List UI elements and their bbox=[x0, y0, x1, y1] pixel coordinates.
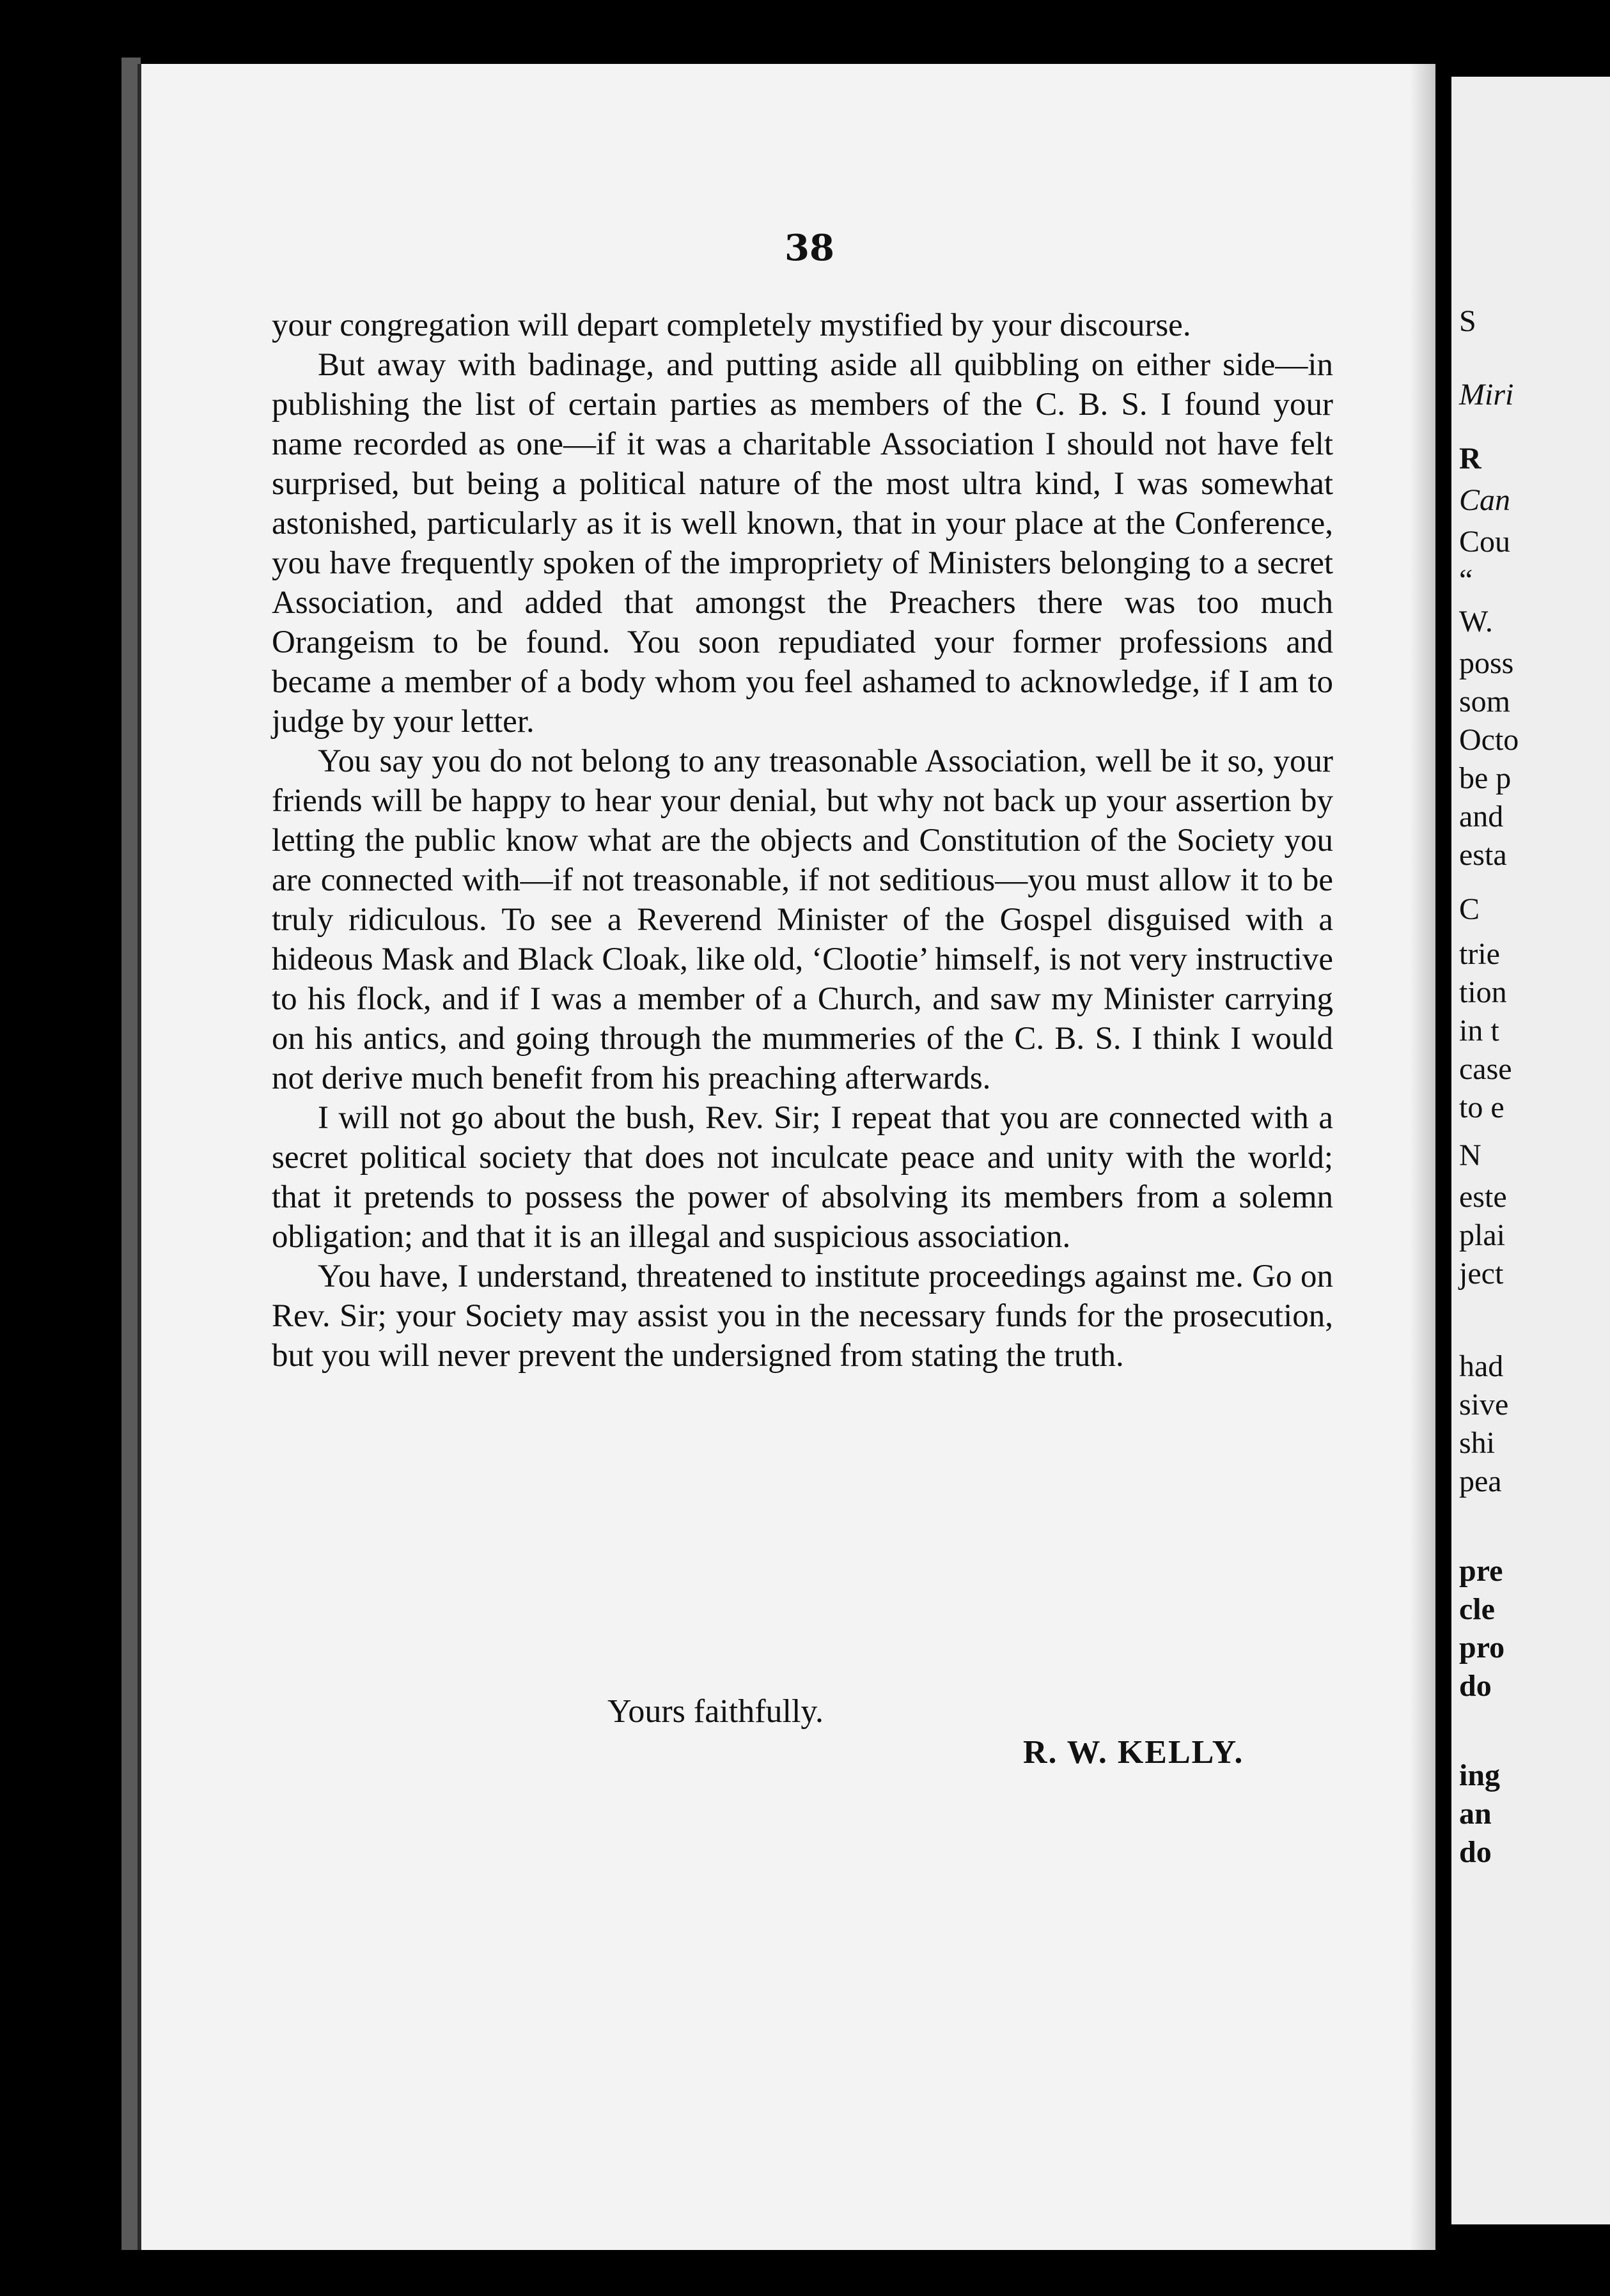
paragraph-1: your congregation will depart completely mystified by your discourse. bbox=[272, 307, 1191, 343]
letter-body bbox=[272, 306, 1333, 1376]
right-fragment: este bbox=[1459, 1180, 1507, 1214]
right-fragment: sive bbox=[1459, 1388, 1509, 1422]
right-fragment: case bbox=[1459, 1052, 1512, 1086]
right-fragment: cle bbox=[1459, 1592, 1495, 1626]
paragraph-2: But away with badinage, and putting aside all quibbling on either side—in publishing the list of certain parties as members of the C. B. S. I found your name recorded as one—if it was a charitable Association I should not have felt surprised, but being a political nature of the most ultra kind, I was somewhat astonished, particularly as it is well known, that in your place at the Conference, you have frequently spoken of the impropriety of Ministers belonging to a secret Association, and added that amongst the Preachers there was too much Orangeism to be found. You soon repudiated your former professions and became a member of a body whom you feel ashamed to acknowledge, if I am to judge by your letter. bbox=[272, 347, 1333, 740]
right-fragment: do bbox=[1459, 1669, 1492, 1703]
right-fragment: do bbox=[1459, 1835, 1492, 1869]
right-fragment: Miri bbox=[1459, 378, 1514, 412]
right-fragment: shi bbox=[1459, 1426, 1496, 1460]
right-page bbox=[1451, 77, 1610, 2224]
right-fragment: had bbox=[1459, 1349, 1504, 1383]
right-fragment: ject bbox=[1459, 1257, 1504, 1291]
gutter-shadow bbox=[1410, 64, 1435, 2250]
right-fragment: tion bbox=[1459, 975, 1507, 1009]
right-fragment: som bbox=[1459, 685, 1511, 718]
right-fragment: S bbox=[1459, 304, 1476, 338]
right-fragment: “ bbox=[1459, 563, 1473, 597]
right-fragment: R bbox=[1459, 442, 1481, 476]
right-fragment: pro bbox=[1459, 1631, 1505, 1664]
right-fragment: and bbox=[1459, 800, 1504, 834]
right-fragment: esta bbox=[1459, 838, 1507, 872]
right-fragment: to e bbox=[1459, 1090, 1504, 1124]
right-fragment: be p bbox=[1459, 761, 1512, 795]
right-fragment: an bbox=[1459, 1797, 1492, 1831]
right-fragment: poss bbox=[1459, 646, 1514, 680]
signature: R. W. KELLY. bbox=[1023, 1734, 1244, 1771]
right-page-fragments bbox=[1451, 77, 1610, 2224]
right-fragment: C bbox=[1459, 892, 1480, 926]
right-fragment: in t bbox=[1459, 1014, 1499, 1048]
right-fragment: Can bbox=[1459, 483, 1511, 517]
right-fragment: Octo bbox=[1459, 723, 1519, 757]
paragraph-3: You say you do not belong to any treasonable Association, well be it so, your friends will be happy to hear your denial, but why not back up your assertion by letting the public know what are the objects and Constitution of the Society you are connected with—if not treasonable, if not seditious—you must allow it to be truly ridiculous. To see a Reverend Minister of the Gospel disguised with a hideous Mask and Black Cloak, like old, ‘Clootie’ himself, is not very instructive to his flock, and if I was a member of a Church, and saw my Minister carrying on his antics, and going through the mummeries of the C. B. S. I think I would not derive much benefit from his preaching afterwards. bbox=[272, 743, 1333, 1096]
right-fragment: W. bbox=[1459, 605, 1493, 639]
right-fragment: ing bbox=[1459, 1758, 1501, 1792]
paragraph-5: You have, I understand, threatened to institute proceedings against me. Go on Rev. Sir; your Society may assist you in the necessary funds for the prosecution, but you will never prevent the undersigned from stating the truth. bbox=[272, 1259, 1333, 1374]
right-fragment: Cou bbox=[1459, 525, 1511, 559]
right-fragment: pea bbox=[1459, 1464, 1502, 1498]
page-number: 38 bbox=[785, 227, 834, 269]
right-fragment: N bbox=[1459, 1138, 1481, 1172]
paragraph-4: I will not go about the bush, Rev. Sir; I repeat that you are connected with a secret political society that does not inculcate peace and unity with the world; that it pretends to possess the power of absolving its members from a solemn obligation; and that it is an illegal and suspicious association. bbox=[272, 1100, 1333, 1255]
right-fragment: pre bbox=[1459, 1554, 1503, 1588]
right-fragment: trie bbox=[1459, 937, 1500, 971]
right-fragment: plai bbox=[1459, 1218, 1505, 1252]
closing-line: Yours faithfully. bbox=[607, 1693, 824, 1730]
